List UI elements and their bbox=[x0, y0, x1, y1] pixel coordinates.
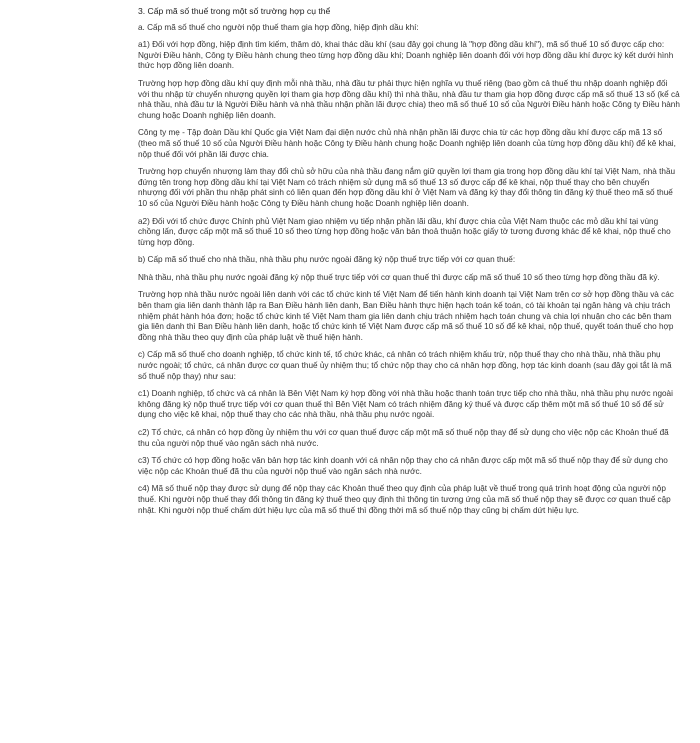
paragraph: c4) Mã số thuế nộp thay được sử dụng để nộp thay các Khoản thuế theo quy định của pháp luật về thuế trong quá trình hoạt động của người nộp thuế. Khi người nộp thuế thay đổi thông tin đăng ký thuế theo quy định thì thông tin tương ứng của mã số thuế nộp thay sẽ được cơ quan thuế cập nhật. Khi người nộp thuế chấm dứt hiệu lực của mã số thuế thì đồng thời mã số thuế nộp thay cũng bị chấm dứt hiệu lực. bbox=[138, 484, 671, 515]
paragraph: c3) Tổ chức có hợp đồng hoặc văn bản hợp tác kinh doanh với cá nhân nộp thay cho cá nhân được cấp một mã số thuế nộp thay để sử dụng cho việc nộp các Khoản thuế đã thu của người nộp thuế vào ngân sách nhà nước. bbox=[138, 456, 668, 476]
paragraph: a1) Đối với hợp đồng, hiệp định tìm kiếm, thăm dò, khai thác dầu khí (sau đây gọi chung là "hợp đồng dầu khí"), mã số thuế 10 số được cấp cho: Người Điều hành, Công ty Điều hành chung theo từng hợp đồng dầu khí; Doanh nghiệp liên doanh đối với hợp đồng dầu khí được ký kết dưới hình thức hợp đồng liên doanh. bbox=[138, 40, 674, 71]
paragraph: c1) Doanh nghiệp, tổ chức và cá nhân là Bên Việt Nam ký hợp đồng với nhà thầu hoặc thanh toán trực tiếp cho nhà thầu, nhà thầu phụ nước ngoài không đăng ký nộp thuế trực tiếp với cơ quan thuế thì Bên Việt Nam có trách nhiệm đăng ký thuế và được cấp thêm một mã số thuế 10 số để sử dụng cho việc kê khai, nộp thuế thay cho các nhà thầu, nhà thầu phụ nước ngoài. bbox=[138, 389, 673, 420]
paragraph: Trường hợp nhà thầu nước ngoài liên danh với các tổ chức kinh tế Việt Nam để tiến hành kinh doanh tại Việt Nam trên cơ sở hợp đồng thầu và các bên tham gia liên danh thành lập ra Ban Điều hành liên danh, Ban Điều hành thực hiện hạch toán kế toán, có tài khoản tại ngân hàng và chịu trách nhiệm phát hành hóa đơn; hoặc tổ chức kinh tế Việt Nam tham gia liên danh chịu trách nhiệm hạch toán chung và chia lợi nhuận cho các bên tham gia liên danh thì Ban Điều hành liên danh, hoặc tổ chức kinh tế Việt Nam được cấp mã số thuế 10 số để kê khai, nộp thuế, quyết toán thuế cho hợp đồng nhà thầu theo quy định của pháp luật về thuế hiện hành. bbox=[138, 290, 674, 342]
paragraph: Trường hợp hợp đồng dầu khí quy định mỗi nhà thầu, nhà đầu tư phải thực hiện nghĩa vụ thuế riêng (bao gồm cả thuế thu nhập doanh nghiệp đối với thu nhập từ chuyển nhượng quyền lợi tham gia hợp đồng dầu khí) thì nhà thầu, nhà đầu tư tham gia hợp đồng được cấp mã số thuế 13 số (kể cả nhà thầu, nhà đầu tư là Người Điều hành và nhà thầu nhận phần lãi được chia) theo mã số thuế 10 số của Người Điều hành hoặc Công ty Điều hành chung hoặc Doanh nghiệp liên doanh. bbox=[138, 78, 680, 120]
paragraph: Nhà thầu, nhà thầu phụ nước ngoài đăng ký nộp thuế trực tiếp với cơ quan thuế thì được cấp mã số thuế 10 số theo từng hợp đồng thầu đã ký. bbox=[138, 272, 660, 282]
paragraph: a. Cấp mã số thuế cho người nộp thuế tham gia hợp đồng, hiệp định dầu khí: bbox=[138, 22, 419, 32]
paragraph: Trường hợp chuyển nhượng làm thay đổi chủ sở hữu của nhà thầu đang nắm giữ quyền lợi tham gia trong hợp đồng dầu khí tại Việt Nam, nhà thầu đứng tên trong hợp đồng dầu khí tại Việt Nam có trách nhiệm sử dụng mã số thuế 13 số được cấp để kê khai, nộp thuế thay cho bên chuyển nhượng đối với phần thu nhập phát sinh có liên quan đến hợp đồng dầu khí ở Việt Nam và đăng ký thay đổi thông tin đăng ký thuế theo mã số thuế 10 số của Người Điều hành hoặc Công ty Điều hành chung hoặc Doanh nghiệp liên doanh. bbox=[138, 167, 676, 208]
paragraph: c2) Tổ chức, cá nhân có hợp đồng ủy nhiệm thu với cơ quan thuế được cấp một mã số thuế nộp thay để sử dụng cho việc nộp các Khoản thuế đã thu của người nộp thuế vào ngân sách nhà nước. bbox=[138, 428, 669, 448]
paragraph: b) Cấp mã số thuế cho nhà thầu, nhà thầu phụ nước ngoài đăng ký nộp thuế trực tiếp với cơ quan thuế: bbox=[138, 255, 516, 265]
paragraph: Công ty mẹ - Tập đoàn Dầu khí Quốc gia Việt Nam đại diện nước chủ nhà nhận phần lãi được chia từ các hợp đồng dầu khí được cấp mã 13 số (theo mã số thuế 10 số của Người Điều hành hoặc Công ty Điều hành chung hoặc Doanh nghiệp liên doanh của từng hợp đồng dầu khí) để kê khai, nộp thuế đối với phần lãi được chia. bbox=[138, 128, 676, 159]
document-body bbox=[138, 23, 680, 517]
paragraph: a2) Đối với tổ chức được Chính phủ Việt Nam giao nhiệm vụ tiếp nhận phần lãi dầu, khí được chia của Việt Nam thuộc các mỏ dầu khí tại vùng chồng lấn, được cấp một mã số thuế 10 số theo từng hợp đồng hoặc văn bản thoả thuận hoặc giấy tờ tương đương khác để kê khai, nộp thuế cho từng hợp đồng. bbox=[138, 216, 671, 247]
paragraph: c) Cấp mã số thuế cho doanh nghiệp, tổ chức kinh tế, tổ chức khác, cá nhân có trách nhiệm khấu trừ, nộp thuế thay cho nhà thầu, nhà thầu phụ nước ngoài; tổ chức, cá nhân được cơ quan thuế ủy nhiệm thu; tổ chức nộp thay cho cá nhân hợp đồng, hợp tác kinh doanh (sau đây gọi tắt là mã số thuế nộp thay) như sau: bbox=[138, 350, 672, 381]
section-heading: 3. Cấp mã số thuế trong một số trường hợp cụ thể bbox=[138, 6, 331, 16]
